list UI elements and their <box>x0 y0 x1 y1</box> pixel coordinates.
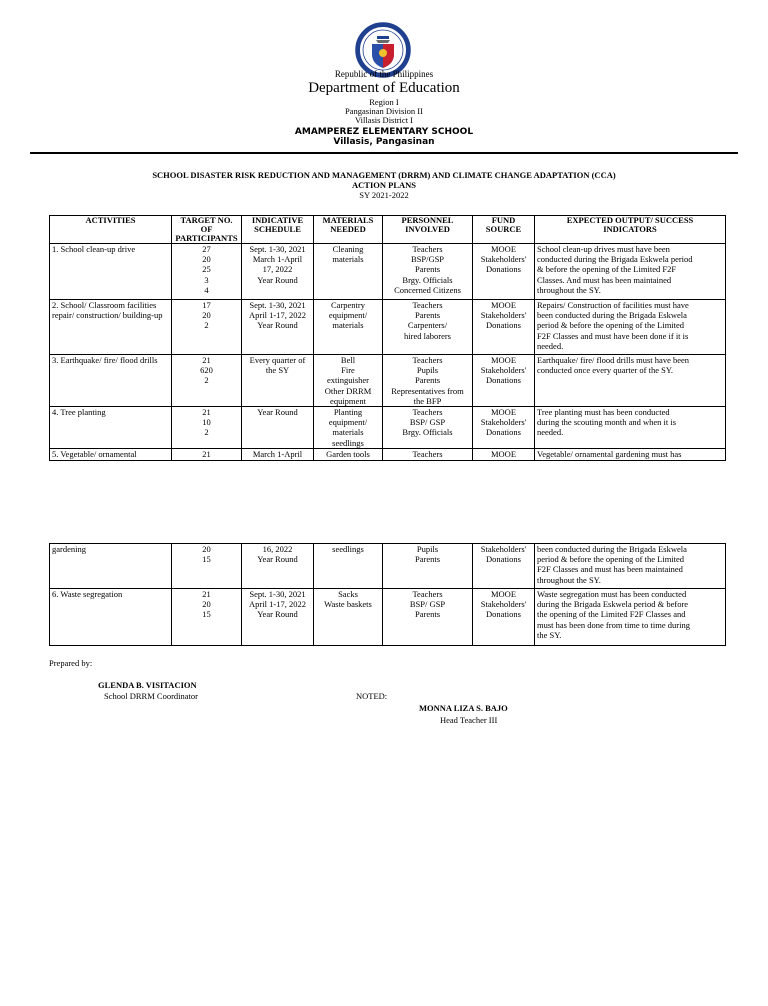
header-divider <box>30 152 738 154</box>
cell-line: Brgy. Officials <box>402 427 453 438</box>
cell-line: 20 <box>202 544 211 554</box>
cell-line: March 1-April <box>252 254 303 265</box>
cell-line: Stakeholders' <box>480 544 527 554</box>
cell-line: Earthquake/ fire/ flood drills must have been <box>537 355 690 365</box>
cell-line: Sacks <box>338 589 358 599</box>
output-cell <box>535 355 726 407</box>
cell-line: 620 <box>200 365 213 376</box>
cell-line: Carpenters/ <box>407 320 448 331</box>
cell-line: must has been done from time to time during <box>537 619 690 630</box>
cell-line: Teachers <box>412 449 443 460</box>
table-row <box>50 449 726 461</box>
cell-line: March 1-April <box>252 449 303 460</box>
header-line: TARGET NO. <box>180 215 233 225</box>
noted-label: NOTED: <box>356 691 388 701</box>
table-row <box>50 300 726 355</box>
target-cell <box>172 544 242 589</box>
materials-cell <box>314 589 383 646</box>
district-line: Villasis District I <box>354 115 414 125</box>
cell-line: conducted once every quarter of the SY. <box>537 365 674 376</box>
cell-line: needed. <box>537 340 564 351</box>
activity-cell: gardening <box>50 544 172 589</box>
cell-line: Classes. And must has been maintained <box>537 274 672 285</box>
cell-line: throughout the SY. <box>537 574 601 585</box>
header-line: PERSONNEL <box>401 215 454 225</box>
preparer-name: GLENDA B. VISITACION <box>98 680 197 690</box>
cell-line: Parents <box>414 310 441 321</box>
materials-cell <box>314 300 383 355</box>
personnel-cell <box>383 355 473 407</box>
cell-line: Fire <box>341 365 355 376</box>
cell-line: 2 <box>204 320 209 331</box>
cell-line: period & before the opening of the Limited <box>537 554 685 565</box>
header-line: INVOLVED <box>405 224 450 234</box>
cell-line: 20 <box>202 599 211 610</box>
cell-line: 15 <box>202 554 211 565</box>
cell-line: Other DRRM <box>324 385 372 396</box>
cell-line: Donations <box>486 320 521 331</box>
cell-line: MOOE <box>490 355 517 365</box>
cell-line: the opening of the Limited F2F Classes and <box>537 609 686 620</box>
cell-line: & before the opening of the Limited F2F <box>537 264 677 275</box>
table-header-row <box>50 216 726 244</box>
cell-line: April 1-17, 2022 <box>249 310 306 321</box>
output-cell <box>535 300 726 355</box>
schedule-cell <box>242 449 314 461</box>
cell-line: equipment <box>330 395 366 406</box>
output-cell <box>535 244 726 300</box>
table-body-page2 <box>50 544 726 646</box>
header-line: NEEDED <box>330 224 366 234</box>
cell-line: 2 <box>204 375 209 386</box>
cell-line: Stakeholders' <box>480 254 527 265</box>
noter-name: MONNA LIZA S. BAJO <box>419 703 508 713</box>
activity-cell: 4. Tree planting <box>50 407 172 449</box>
cell-line: 25 <box>202 264 211 275</box>
cell-line: Stakeholders' <box>480 365 527 376</box>
cell-line: Garden tools <box>326 449 370 460</box>
cell-line: Teachers <box>412 355 443 365</box>
fund-cell <box>473 589 535 646</box>
cell-line: Year Round <box>257 407 298 418</box>
cell-line: April 1-17, 2022 <box>249 599 306 610</box>
materials-cell <box>314 407 383 449</box>
cell-line: materials <box>332 427 364 438</box>
cell-line: 15 <box>202 609 211 620</box>
cell-line: Repairs/ Construction of facilities must have <box>537 300 689 310</box>
cell-line: Donations <box>486 609 521 620</box>
cell-line: Sept. 1-30, 2021 <box>249 300 306 310</box>
cell-line: needed. <box>537 427 564 438</box>
cell-line: 20 <box>202 254 211 265</box>
cell-line: F2F Classes and must has been maintained <box>537 564 683 575</box>
cell-line: Cleaning <box>332 244 364 254</box>
fund-cell <box>473 355 535 407</box>
header-schedule <box>242 216 314 244</box>
header-materials <box>314 216 383 244</box>
cell-line: MOOE <box>490 407 517 418</box>
cell-line: Donations <box>486 264 521 275</box>
cell-line: Every quarter of <box>249 355 306 365</box>
cell-line: Parents <box>414 375 441 386</box>
cell-line: Representatives from <box>391 385 464 396</box>
cell-line: seedlings <box>332 544 364 554</box>
cell-line: materials <box>332 320 364 331</box>
schedule-cell <box>242 355 314 407</box>
department-name: Department of Education <box>308 80 460 96</box>
cell-line: equipment/ <box>328 310 368 321</box>
materials-cell <box>314 544 383 589</box>
cell-line: Parents <box>414 554 441 565</box>
header-personnel <box>383 216 473 244</box>
header-line: SOURCE <box>485 224 522 234</box>
cell-line: Year Round <box>257 609 298 620</box>
cell-line: throughout the SY. <box>537 284 601 295</box>
table-row <box>50 355 726 407</box>
cell-line: 3 <box>204 274 209 285</box>
cell-line: 21 <box>202 407 211 418</box>
cell-line: 27 <box>202 244 211 254</box>
fund-cell <box>473 300 535 355</box>
cell-line: Concerned Citizens <box>394 284 461 295</box>
cell-line: 16, 2022 <box>262 544 293 554</box>
activity-cell: 5. Vegetable/ ornamental <box>50 449 172 461</box>
cell-line: Stakeholders' <box>480 417 527 428</box>
header-line: OF <box>200 224 213 234</box>
cell-line: 17, 2022 <box>262 264 293 275</box>
noter-title: Head Teacher III <box>440 715 498 725</box>
activity-cell: 3. Earthquake/ fire/ flood drills <box>50 355 172 407</box>
personnel-cell <box>383 589 473 646</box>
cell-line: BSP/GSP <box>410 254 445 265</box>
cell-line: MOOE <box>490 244 517 254</box>
target-cell <box>172 300 242 355</box>
cell-line: School clean-up drives must have been <box>537 244 670 254</box>
header-fund <box>473 216 535 244</box>
cell-line: Carpentry <box>331 300 365 310</box>
cell-line: MOOE <box>490 589 517 599</box>
preparer-title: School DRRM Coordinator <box>104 691 198 701</box>
activity-cell: 1. School clean-up drive <box>50 244 172 300</box>
action-plan-table-continued <box>49 543 726 646</box>
output-cell <box>535 589 726 646</box>
cell-line: seedlings <box>332 437 364 448</box>
cell-line: extinguisher <box>326 375 370 386</box>
region-line: Region I <box>369 97 399 107</box>
fund-cell <box>473 244 535 300</box>
school-location: Villasis, Pangasinan <box>333 137 435 147</box>
header-line: INDICATORS <box>603 224 657 234</box>
cell-line: 21 <box>202 355 211 365</box>
fund-cell <box>473 407 535 449</box>
fund-cell <box>473 544 535 589</box>
cell-line: Pupils <box>416 365 439 376</box>
header-line: INDICATIVE <box>251 215 304 225</box>
header-line: PARTICIPANTS <box>175 233 238 243</box>
output-cell <box>535 407 726 449</box>
cell-line: BSP/ GSP <box>409 417 446 428</box>
header-line: EXPECTED OUTPUT/ SUCCESS <box>566 215 694 225</box>
output-cell <box>535 544 726 589</box>
output-cell <box>535 449 726 461</box>
cell-line: materials <box>332 254 364 265</box>
cell-line: been conducted during the Brigada Eskwela <box>537 544 687 554</box>
cell-line: Donations <box>486 375 521 386</box>
schedule-cell <box>242 544 314 589</box>
cell-line: Waste baskets <box>324 599 372 610</box>
cell-line: Teachers <box>412 589 443 599</box>
schedule-cell <box>242 300 314 355</box>
cell-line: Waste segregation must has been conducted <box>537 589 687 599</box>
cell-line: Tree planting must has been conducted <box>537 407 670 418</box>
cell-line: Stakeholders' <box>480 599 527 610</box>
prepared-by-label: Prepared by: <box>49 658 93 668</box>
header-line: SCHEDULE <box>254 224 301 234</box>
cell-line: F2F Classes and must have been done if it is <box>537 330 689 341</box>
republic-line: Republic of the Philippines <box>334 69 434 79</box>
schedule-cell <box>242 589 314 646</box>
cell-line: Pupils <box>416 544 439 554</box>
header-line: FUND <box>491 215 516 225</box>
cell-line: the SY. <box>537 629 562 640</box>
schedule-cell <box>242 244 314 300</box>
table-row <box>50 544 726 589</box>
cell-line: BSP/ GSP <box>409 599 446 610</box>
cell-line: Bell <box>340 355 356 365</box>
target-cell <box>172 449 242 461</box>
cell-line: Brgy. Officials <box>402 274 453 285</box>
cell-line: Stakeholders' <box>480 310 527 321</box>
target-cell <box>172 244 242 300</box>
cell-line: Teachers <box>412 300 443 310</box>
personnel-cell <box>383 300 473 355</box>
cell-line: Planting <box>333 407 363 418</box>
cell-line: Sept. 1-30, 2021 <box>249 244 306 254</box>
action-plan-table <box>49 215 726 461</box>
activity-cell: 6. Waste segregation <box>50 589 172 646</box>
cell-line: Parents <box>414 609 441 620</box>
personnel-cell <box>383 449 473 461</box>
cell-line: the SY <box>265 365 290 376</box>
cell-line: equipment/ <box>328 417 368 428</box>
cell-line: 2 <box>204 427 209 438</box>
header-activities: ACTIVITIES <box>50 216 172 244</box>
materials-cell <box>314 244 383 300</box>
cell-line: the BFP <box>413 395 442 406</box>
cell-line: MOOE <box>490 449 517 460</box>
cell-line: been conducted during the Brigada Eskwela <box>537 310 687 321</box>
cell-line: 17 <box>202 300 211 310</box>
cell-line: Donations <box>486 554 521 565</box>
cell-line: Teachers <box>412 244 443 254</box>
cell-line: Parents <box>414 264 441 275</box>
cell-line: Year Round <box>257 320 298 331</box>
fund-cell <box>473 449 535 461</box>
cell-line: MOOE <box>490 300 517 310</box>
materials-cell <box>314 355 383 407</box>
cell-line: 4 <box>204 284 209 295</box>
cell-line: Sept. 1-30, 2021 <box>249 589 306 599</box>
cell-line: during the Brigada Eskwela period & before <box>537 599 689 610</box>
cell-line: hired laborers <box>404 330 451 341</box>
region-block <box>0 98 768 125</box>
cell-line: Teachers <box>412 407 443 418</box>
materials-cell <box>314 449 383 461</box>
cell-line: period & before the opening of the Limited <box>537 320 685 331</box>
cell-line: 21 <box>202 449 211 460</box>
header-line: MATERIALS <box>322 215 374 225</box>
cell-line: 21 <box>202 589 211 599</box>
cell-line: 10 <box>202 417 211 428</box>
activity-cell: 2. School/ Classroom facilities repair/ construction/ building-up <box>50 300 172 355</box>
cell-line: conducted during the Brigada Eskwela period <box>537 254 693 265</box>
personnel-cell <box>383 544 473 589</box>
table-row <box>50 407 726 449</box>
cell-line: Donations <box>486 427 521 438</box>
school-name: AMAMPEREZ ELEMENTARY SCHOOL <box>294 127 474 137</box>
cell-line: Year Round <box>257 554 298 565</box>
table-row <box>50 244 726 300</box>
division-line: Pangasinan Division II <box>345 106 423 116</box>
header-output <box>535 216 726 244</box>
cell-line: 20 <box>202 310 211 321</box>
cell-line: Year Round <box>257 274 298 285</box>
table-row <box>50 589 726 646</box>
table-body-page1 <box>50 244 726 461</box>
target-cell <box>172 355 242 407</box>
title-line-1: SCHOOL DISASTER RISK REDUCTION AND MANAGEMENT (DRRM) AND CLIMATE CHANGE ADAPTATION (CCA) <box>152 170 616 180</box>
personnel-cell <box>383 244 473 300</box>
header-target <box>172 216 242 244</box>
target-cell <box>172 589 242 646</box>
cell-line: Vegetable/ ornamental gardening must has <box>537 449 682 460</box>
target-cell <box>172 407 242 449</box>
personnel-cell <box>383 407 473 449</box>
school-year: SY 2021-2022 <box>359 190 409 200</box>
document-title <box>0 170 768 200</box>
title-line-2: ACTION PLANS <box>352 180 416 190</box>
school-block <box>0 127 768 147</box>
schedule-cell <box>242 407 314 449</box>
cell-line: during the scouting month and when it is <box>537 417 677 428</box>
